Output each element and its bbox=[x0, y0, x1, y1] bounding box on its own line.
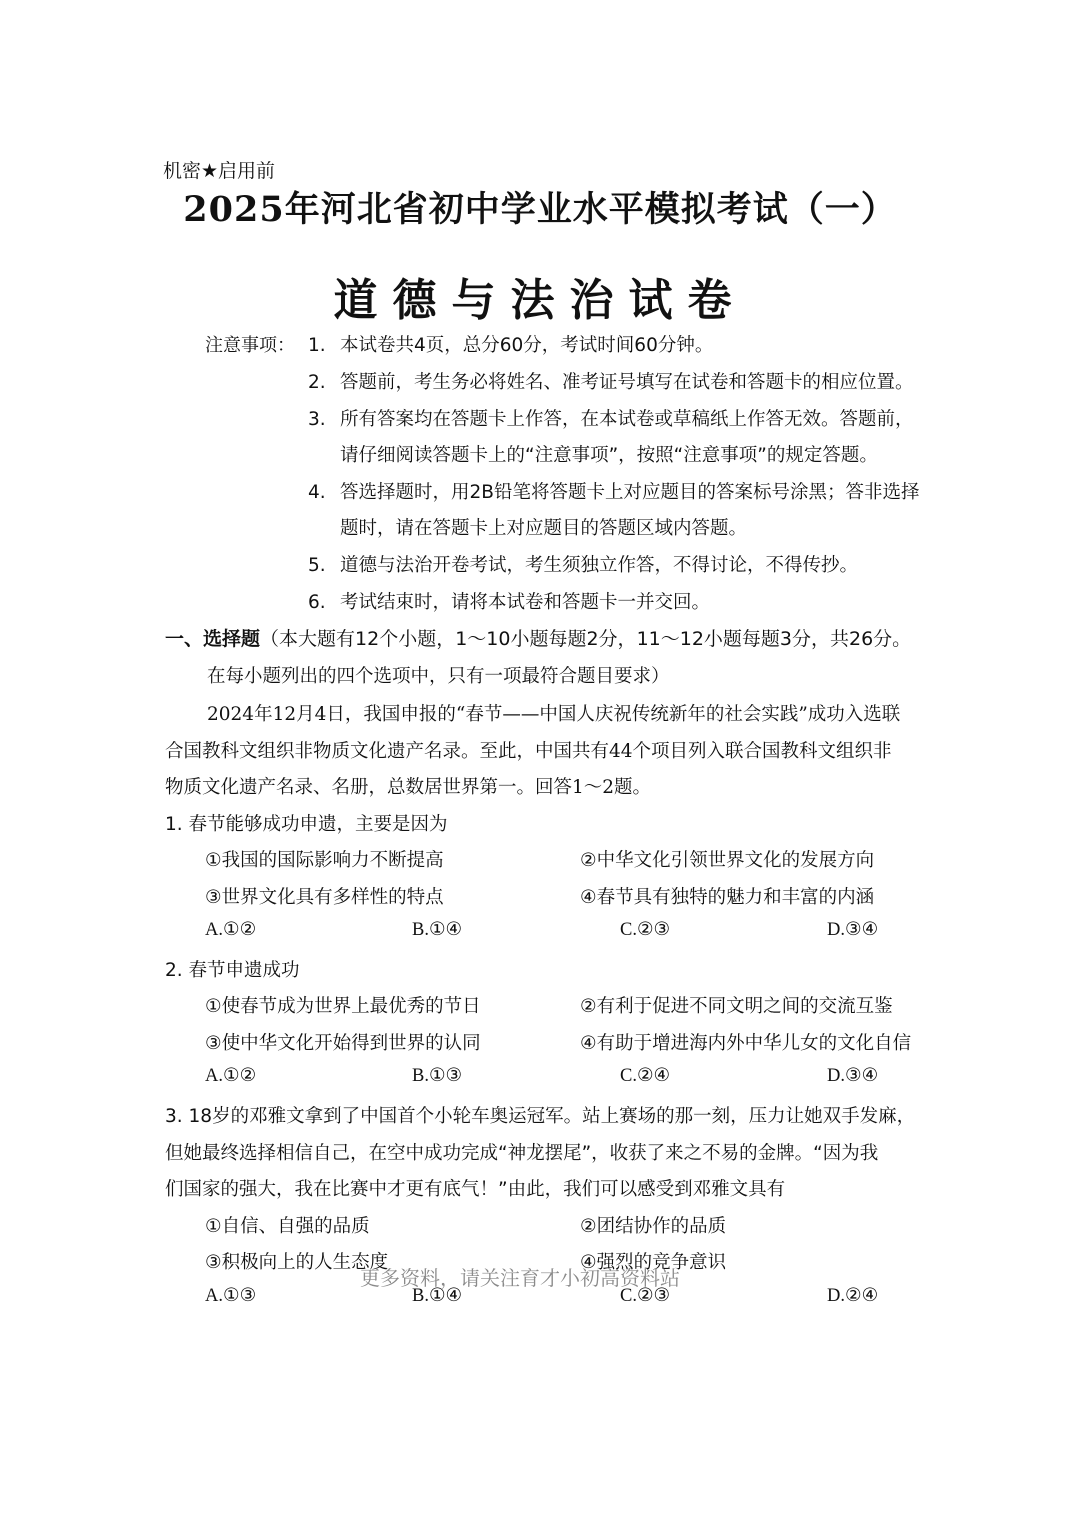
note-item bbox=[308, 331, 713, 357]
note-text: 答选择题时，用2B铅笔将答题卡上对应题目的答案标号涂黑；答非选择 bbox=[340, 482, 920, 503]
note-item bbox=[308, 551, 858, 577]
note-item bbox=[308, 588, 710, 614]
answer-choice: C.②③ bbox=[620, 920, 671, 940]
question-option: ①使春节成为世界上最优秀的节日 bbox=[205, 996, 481, 1017]
note-text: 道德与法治开卷考试，考生须独立作答，不得讨论，不得传抄。 bbox=[340, 555, 859, 576]
question-option: ②中华文化引领世界文化的发展方向 bbox=[580, 850, 875, 871]
section-heading bbox=[165, 624, 911, 651]
answer-choice: B.①③ bbox=[412, 1066, 463, 1086]
note-number: 5. bbox=[308, 555, 326, 576]
section-description-continued: 在每小题列出的四个选项中，只有一项最符合题目要求） bbox=[207, 666, 670, 687]
answer-choice: D.③④ bbox=[827, 1066, 879, 1086]
notes-label: 注意事项： bbox=[205, 335, 295, 356]
answer-choice: A.①② bbox=[205, 920, 257, 940]
answer-choice: B.①④ bbox=[412, 920, 463, 940]
question-stem: 2. 春节申遗成功 bbox=[165, 960, 300, 981]
note-number: 3. bbox=[308, 409, 326, 430]
note-text: 本试卷共4页，总分60分，考试时间60分钟。 bbox=[340, 335, 714, 356]
note-text: 答题前，考生务必将姓名、准考证号填写在试卷和答题卡的相应位置。 bbox=[340, 372, 914, 393]
note-number: 2. bbox=[308, 372, 326, 393]
question-option: ③世界文化具有多样性的特点 bbox=[205, 887, 444, 908]
question-option: ①自信、自强的品质 bbox=[205, 1216, 370, 1237]
answer-choice: D.③④ bbox=[827, 920, 879, 940]
answer-choice: B.①④ bbox=[412, 1286, 463, 1306]
note-item bbox=[308, 405, 914, 431]
section-number: 一、 bbox=[165, 628, 204, 650]
question-option: ①我国的国际影响力不断提高 bbox=[205, 850, 444, 871]
note-text: 考试结束时，请将本试卷和答题卡一并交回。 bbox=[340, 592, 711, 613]
question-option: ④春节具有独特的魅力和丰富的内涵 bbox=[580, 887, 875, 908]
question-option: ③使中华文化开始得到世界的认同 bbox=[205, 1033, 481, 1054]
passage-line: 物质文化遗产名录、名册，总数居世界第一。回答1～2题。 bbox=[165, 777, 652, 798]
answer-choice: D.②④ bbox=[827, 1286, 879, 1306]
answer-choice: C.②③ bbox=[620, 1286, 671, 1306]
question-option: ③积极向上的人生态度 bbox=[205, 1252, 389, 1273]
note-item bbox=[308, 368, 914, 394]
confidential-label: 机密★启用前 bbox=[163, 160, 276, 182]
note-text: 所有答案均在答题卡上作答，在本试卷或草稿纸上作答无效。答题前， bbox=[340, 409, 914, 430]
question-option: ②有利于促进不同文明之间的交流互鉴 bbox=[580, 996, 893, 1017]
note-number: 6. bbox=[308, 592, 326, 613]
question-stem: 3. 18岁的邓雅文拿到了中国首个小轮车奥运冠军。站上赛场的那一刻，压力让她双手发麻， bbox=[165, 1106, 916, 1127]
passage-line: 2024年12月4日，我国申报的“春节——中国人庆祝传统新年的社会实践”成功入选联 bbox=[207, 704, 901, 725]
section-name: 选择题 bbox=[203, 628, 261, 650]
question-option: ②团结协作的品质 bbox=[580, 1216, 727, 1237]
question-stem-continued: 但她最终选择相信自己，在空中成功完成“神龙摆尾”，收获了来之不易的金牌。“因为我 bbox=[165, 1143, 879, 1164]
question-stem: 1. 春节能够成功申遗，主要是因为 bbox=[165, 814, 448, 835]
exam-title: 2025年河北省初中学业水平模拟考试（一） bbox=[183, 189, 897, 230]
note-number: 1. bbox=[308, 335, 326, 356]
note-number: 4. bbox=[308, 482, 326, 503]
answer-choice: A.①② bbox=[205, 1066, 257, 1086]
watermark-text: 更多资料，请关注育才小初高资料站 bbox=[360, 1266, 680, 1290]
note-text-continued: 请仔细阅读答题卡上的“注意事项”，按照“注意事项”的规定答题。 bbox=[340, 445, 878, 466]
question-option: ④有助于增进海内外中华儿女的文化自信 bbox=[580, 1033, 912, 1054]
answer-choice: A.①③ bbox=[205, 1286, 257, 1306]
question-option: ④强烈的竞争意识 bbox=[580, 1252, 727, 1273]
section-description: （本大题有12个小题，1～10小题每题2分，11～12小题每题3分，共26分。 bbox=[260, 628, 912, 650]
exam-subject: 道德与法治试卷 bbox=[333, 275, 747, 326]
answer-choice: C.②④ bbox=[620, 1066, 671, 1086]
note-text-continued: 题时，请在答题卡上对应题目的答题区域内答题。 bbox=[340, 518, 748, 539]
passage-line: 合国教科文组织非物质文化遗产名录。至此，中国共有44个项目列入联合国教科文组织非 bbox=[165, 741, 892, 762]
question-stem-continued: 们国家的强大，我在比赛中才更有底气！”由此，我们可以感受到邓雅文具有 bbox=[165, 1179, 786, 1200]
note-item bbox=[308, 478, 919, 504]
